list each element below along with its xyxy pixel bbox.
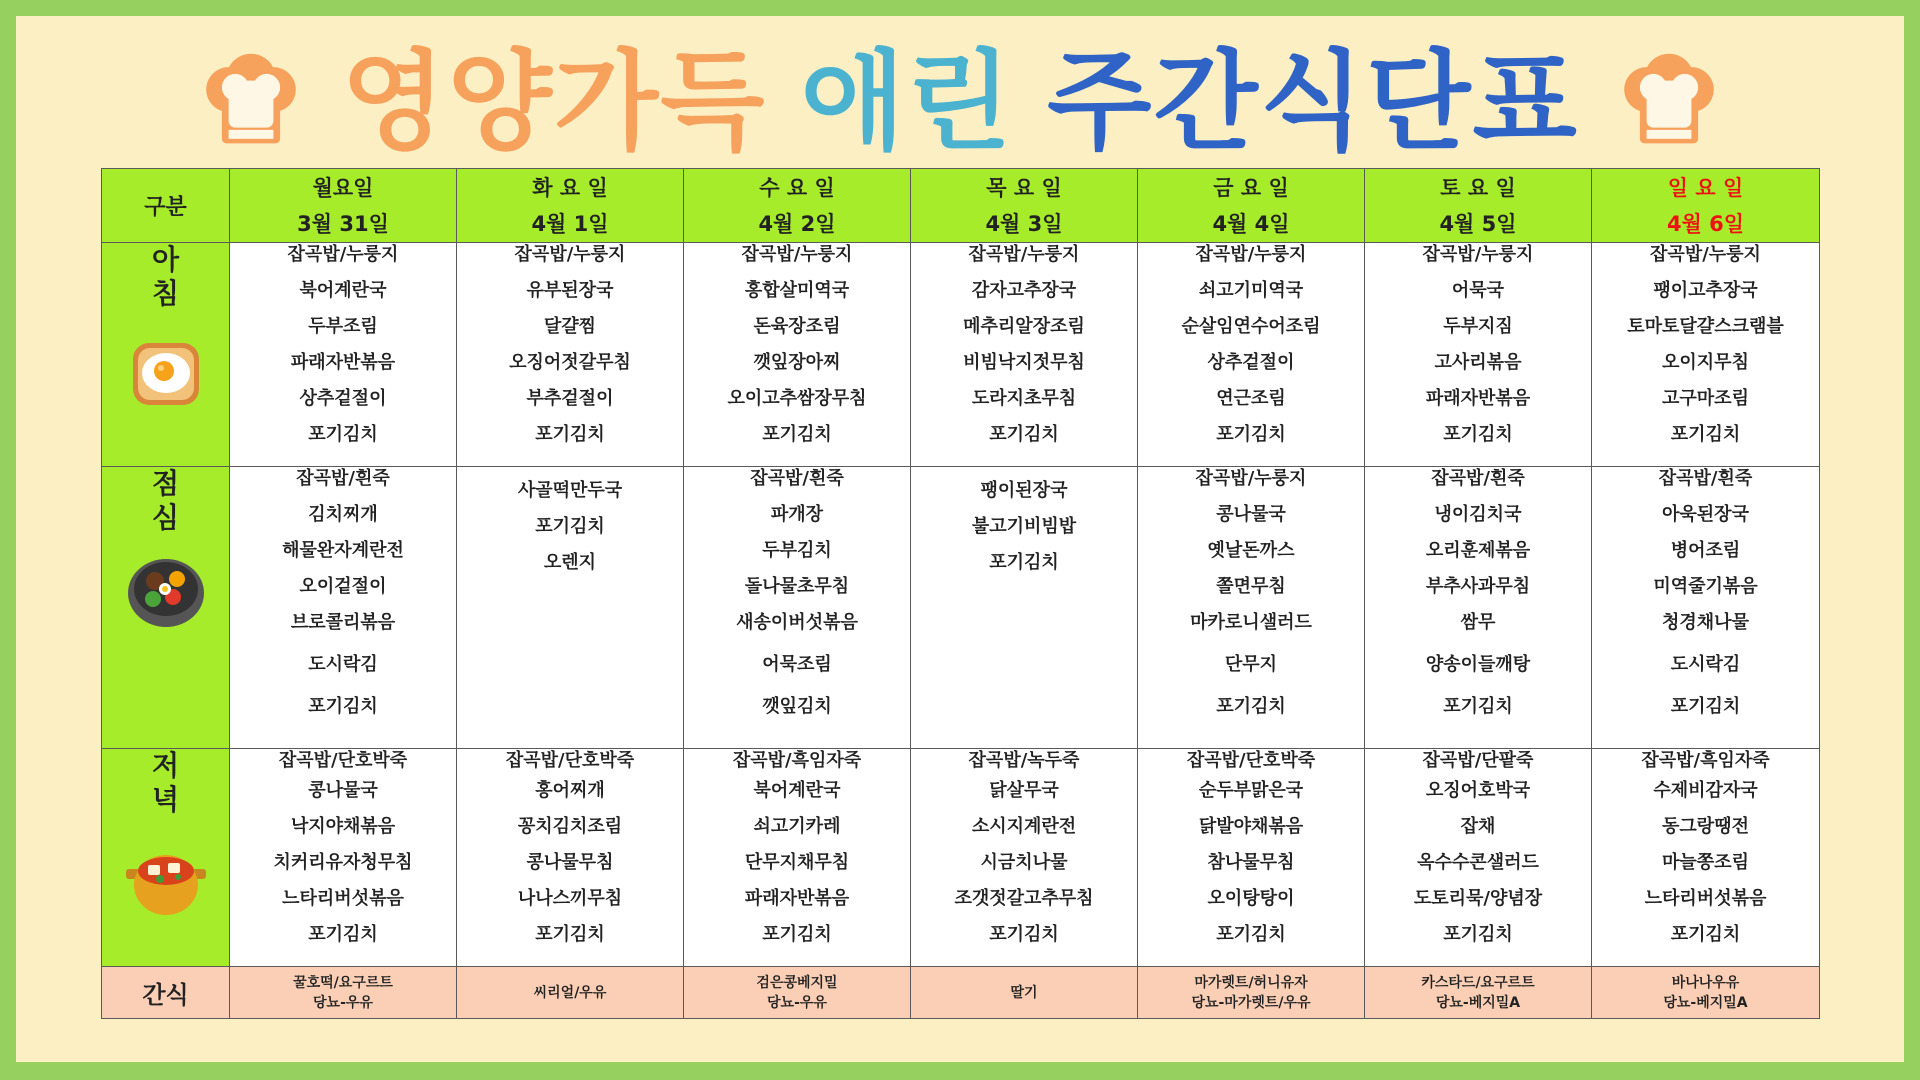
menu-item: 잡곡밥/단호박죽	[505, 750, 635, 771]
title-part-2: 애린	[800, 40, 1014, 165]
menu-item: 쇠고기카레	[753, 816, 841, 837]
menu-item: 시금치나물	[980, 852, 1068, 873]
menu-item: 냉이김치국	[1434, 504, 1522, 525]
snack-item: 당뇨-우유	[767, 994, 827, 1011]
header-row	[102, 169, 1820, 243]
menu-item: 옥수수콘샐러드	[1417, 852, 1539, 873]
snack-label-cell	[102, 967, 230, 1019]
menu-item: 유부된장국	[526, 280, 614, 301]
gubun-cell	[102, 169, 230, 243]
menu-item: 포기김치	[1670, 924, 1741, 945]
day-name: 금 요 일	[1213, 175, 1289, 200]
menu-item: 잡곡밥/누룽지	[287, 244, 399, 265]
menu-item: 병어조림	[1670, 540, 1741, 561]
menu-item: 잡곡밥/누룽지	[1422, 244, 1534, 265]
menu-item: 꽁치김치조림	[517, 816, 623, 837]
menu-item: 오이탕탕이	[1207, 888, 1295, 909]
menu-item: 나나스끼무침	[517, 888, 623, 909]
menu-item: 해물완자계란전	[282, 540, 404, 561]
day-header	[911, 169, 1138, 243]
menu-item: 어묵조림	[762, 654, 832, 675]
menu-item: 포기김치	[535, 924, 605, 945]
snack-cell	[911, 967, 1138, 1019]
breakfast-label-cell	[102, 243, 230, 467]
menu-item: 고사리볶음	[1434, 352, 1522, 373]
menu-item: 오이겉절이	[299, 576, 387, 597]
snack-cell	[457, 967, 684, 1019]
menu-item: 사골떡만두국	[517, 480, 623, 501]
menu-item: 포기김치	[1443, 924, 1513, 945]
menu-item: 팽이된장국	[980, 480, 1068, 501]
dinner-cell	[1365, 749, 1592, 967]
snack-cell	[1365, 967, 1592, 1019]
snack-item: 꿀호떡/요구르트	[293, 974, 393, 991]
dinner-row	[102, 749, 1820, 967]
bibimbap-bowl-icon	[125, 553, 207, 631]
menu-item: 돌나물초무침	[744, 576, 850, 597]
menu-item: 오이지무침	[1662, 352, 1749, 373]
snack-item: 당뇨-우유	[313, 994, 373, 1011]
day-date: 4월 1일	[531, 211, 609, 236]
dinner-cell	[1138, 749, 1365, 967]
day-date: 4월 5일	[1439, 211, 1517, 236]
menu-item: 잡곡밥/흰죽	[1431, 468, 1525, 489]
meal-label: 아	[151, 243, 180, 276]
menu-item: 청경채나물	[1662, 612, 1749, 633]
menu-item: 소시지계란전	[971, 816, 1077, 837]
day-header	[457, 169, 684, 243]
chef-hat-icon	[195, 47, 307, 159]
title-part-3: 주간식단표	[1047, 40, 1579, 165]
menu-item: 마카로니샐러드	[1190, 612, 1312, 633]
breakfast-cell	[684, 243, 911, 467]
menu-item: 토마토달걀스크램블	[1627, 316, 1784, 337]
snack-cell	[684, 967, 911, 1019]
menu-item: 포기김치	[762, 924, 832, 945]
snack-row	[102, 967, 1820, 1019]
menu-item: 잡곡밥/단팥죽	[1422, 750, 1534, 771]
menu-item: 잡곡밥/녹두죽	[968, 750, 1080, 771]
day-name: 일 요 일	[1667, 175, 1744, 200]
dinner-cell	[457, 749, 684, 967]
day-name: 화 요 일	[532, 175, 608, 200]
menu-item: 잡곡밥/누룽지	[1195, 244, 1307, 265]
menu-item: 파래자반볶음	[290, 352, 396, 373]
menu-item: 북어계란국	[753, 780, 841, 801]
menu-item: 잡곡밥/누룽지	[741, 244, 853, 265]
day-name: 목 요 일	[986, 175, 1062, 200]
menu-item: 잡곡밥/누룽지	[1650, 244, 1761, 265]
menu-item: 포기김치	[1670, 424, 1741, 445]
menu-item: 새송이버섯볶음	[736, 612, 858, 633]
lunch-cell	[684, 467, 911, 749]
menu-item: 오징어호박국	[1425, 780, 1531, 801]
meal-label: 저	[151, 749, 180, 782]
menu-item: 파래자반볶음	[1425, 388, 1531, 409]
menu-item: 단무지채무침	[744, 852, 850, 873]
menu-item: 오징어젓갈무침	[509, 352, 631, 373]
lunch-label-cell	[102, 467, 230, 749]
snack-item: 당뇨-베지밀A	[1435, 994, 1521, 1011]
menu-item: 파래자반볶음	[744, 888, 850, 909]
menu-item: 잡곡밥/누룽지	[514, 244, 626, 265]
menu-item: 오이고추쌈장무침	[727, 388, 867, 409]
menu-item: 닭발야채볶음	[1198, 816, 1304, 837]
menu-item: 깻잎장아찌	[753, 352, 841, 373]
snack-cell	[1138, 967, 1365, 1019]
day-name: 월요일	[312, 175, 374, 200]
menu-item: 상추겉절이	[299, 388, 387, 409]
menu-item: 감자고추장국	[971, 280, 1077, 301]
gubun-label: 구분	[144, 195, 187, 220]
menu-item: 동그랑땡전	[1662, 816, 1749, 837]
breakfast-cell	[1592, 243, 1820, 467]
lunch-cell	[230, 467, 457, 749]
menu-item: 잡곡밥/흰죽	[1658, 468, 1753, 489]
menu-item: 조갯젓갈고추무침	[954, 888, 1094, 909]
lunch-cell	[1138, 467, 1365, 749]
snack-cell	[230, 967, 457, 1019]
menu-item: 양송이들깨탕	[1425, 654, 1531, 675]
menu-item: 잡채	[1460, 816, 1496, 837]
dinner-cell	[1592, 749, 1820, 967]
menu-item: 파개장	[770, 504, 824, 525]
menu-item: 오리훈제볶음	[1425, 540, 1531, 561]
menu-item: 두부조림	[308, 316, 378, 337]
menu-item: 어묵국	[1451, 280, 1505, 301]
menu-item: 김치찌개	[308, 504, 378, 525]
day-name: 토 요 일	[1440, 175, 1516, 200]
menu-item: 포기김치	[308, 696, 378, 717]
menu-item: 잡곡밥/누룽지	[968, 244, 1080, 265]
menu-item: 포기김치	[1216, 696, 1286, 717]
lunch-cell	[911, 467, 1138, 749]
menu-item: 순두부맑은국	[1198, 780, 1304, 801]
menu-item: 부추겉절이	[526, 388, 614, 409]
menu-item: 도토리묵/양념장	[1413, 888, 1543, 909]
lunch-row	[102, 467, 1820, 749]
breakfast-cell	[1138, 243, 1365, 467]
menu-item: 오렌지	[543, 552, 597, 573]
snack-cell	[1592, 967, 1820, 1019]
menu-item: 북어계란국	[299, 280, 387, 301]
menu-item: 홍합살미역국	[744, 280, 850, 301]
menu-item: 도시락김	[1670, 654, 1741, 675]
menu-item: 브로콜리볶음	[290, 612, 396, 633]
meal-label: 심	[151, 501, 180, 534]
snack-item: 씨리얼/우유	[533, 984, 607, 1001]
snack-item: 당뇨-베지밀A	[1663, 994, 1748, 1011]
day-date: 4월 6일	[1666, 211, 1745, 236]
menu-item: 상추겉절이	[1207, 352, 1295, 373]
menu-item: 쫄면무침	[1216, 576, 1286, 597]
day-header	[1138, 169, 1365, 243]
breakfast-cell	[457, 243, 684, 467]
menu-item: 도시락김	[308, 654, 378, 675]
menu-item: 홍어찌개	[535, 780, 605, 801]
menu-item: 고구마조림	[1662, 388, 1749, 409]
menu-item: 포기김치	[308, 424, 378, 445]
menu-item: 순살임연수어조림	[1181, 316, 1321, 337]
menu-item: 포기김치	[989, 424, 1059, 445]
day-name: 수 요 일	[759, 175, 835, 200]
snack-item: 카스타드/요구르트	[1421, 974, 1535, 991]
menu-item: 도라지초무침	[971, 388, 1077, 409]
menu-item: 메추리알장조림	[963, 316, 1085, 337]
menu-item: 느타리버섯볶음	[1644, 888, 1767, 909]
breakfast-cell	[230, 243, 457, 467]
menu-item: 포기김치	[1443, 696, 1513, 717]
menu-item: 낙지야채볶음	[290, 816, 396, 837]
menu-item: 포기김치	[762, 424, 832, 445]
day-header	[230, 169, 457, 243]
menu-item: 포기김치	[1443, 424, 1513, 445]
menu-item: 콩나물국	[308, 780, 378, 801]
meal-label: 녁	[151, 783, 180, 816]
dinner-cell	[230, 749, 457, 967]
dinner-cell	[911, 749, 1138, 967]
menu-item: 쌈무	[1460, 612, 1496, 633]
lunch-cell	[457, 467, 684, 749]
menu-item: 느타리버섯볶음	[282, 888, 404, 909]
menu-item: 비빔낙지젓무침	[963, 352, 1085, 373]
breakfast-cell	[1365, 243, 1592, 467]
day-header	[684, 169, 911, 243]
snack-item: 검은콩베지밀	[756, 974, 838, 991]
breakfast-cell	[911, 243, 1138, 467]
breakfast-row	[102, 243, 1820, 467]
day-date: 4월 4일	[1212, 211, 1290, 236]
menu-board	[16, 16, 1904, 1062]
menu-item: 잡곡밥/흑임자죽	[1641, 750, 1770, 771]
fried-egg-toast-icon	[127, 329, 205, 409]
menu-item: 닭살무국	[989, 780, 1059, 801]
menu-item: 두부김치	[762, 540, 832, 561]
menu-item: 미역줄기볶음	[1653, 576, 1758, 597]
menu-item: 부추사과무침	[1425, 576, 1531, 597]
day-date: 3월 31일	[297, 211, 389, 236]
menu-item: 아욱된장국	[1662, 504, 1749, 525]
menu-item: 잡곡밥/단호박죽	[278, 750, 408, 771]
menu-item: 깻잎김치	[762, 696, 832, 717]
snack-label: 간식	[142, 981, 189, 1009]
meal-label: 점	[151, 467, 180, 500]
menu-item: 옛날돈까스	[1207, 540, 1295, 561]
dinner-cell	[684, 749, 911, 967]
menu-item: 포기김치	[1216, 424, 1286, 445]
menu-item: 잡곡밥/흰죽	[750, 468, 844, 489]
menu-item: 포기김치	[308, 924, 378, 945]
dinner-label-cell	[102, 749, 230, 967]
menu-item: 참나물무침	[1207, 852, 1295, 873]
menu-item: 포기김치	[535, 516, 605, 537]
menu-item: 불고기비빔밥	[971, 516, 1077, 537]
day-date: 4월 2일	[758, 211, 836, 236]
menu-item: 돈육장조림	[753, 316, 841, 337]
stew-pot-icon	[124, 835, 208, 919]
menu-item: 연근조림	[1216, 388, 1286, 409]
menu-item: 잡곡밥/흑임자죽	[732, 750, 862, 771]
menu-item: 마늘쫑조림	[1662, 852, 1749, 873]
menu-item: 달걀찜	[543, 316, 597, 337]
lunch-cell	[1365, 467, 1592, 749]
menu-item: 포기김치	[989, 552, 1059, 573]
menu-item: 콩나물국	[1216, 504, 1286, 525]
day-header	[1592, 169, 1820, 243]
day-header	[1365, 169, 1592, 243]
menu-item: 포기김치	[1216, 924, 1286, 945]
snack-item: 당뇨-마가렛트/우유	[1191, 994, 1311, 1011]
menu-item: 쇠고기미역국	[1198, 280, 1304, 301]
menu-item: 잡곡밥/흰죽	[296, 468, 390, 489]
snack-item: 마가렛트/허니유자	[1194, 974, 1308, 991]
snack-item: 바나나우유	[1671, 974, 1740, 991]
menu-item: 포기김치	[535, 424, 605, 445]
menu-item: 잡곡밥/단호박죽	[1186, 750, 1316, 771]
chef-hat-icon	[1613, 47, 1725, 159]
menu-item: 단무지	[1224, 654, 1278, 675]
menu-item: 콩나물무침	[526, 852, 614, 873]
day-date: 4월 3일	[985, 211, 1063, 236]
lunch-cell	[1592, 467, 1820, 749]
menu-item: 잡곡밥/누룽지	[1195, 468, 1307, 489]
snack-item: 딸기	[1010, 984, 1038, 1001]
menu-item: 수제비감자국	[1653, 780, 1758, 801]
menu-item: 포기김치	[1670, 696, 1741, 717]
menu-item: 두부지짐	[1443, 316, 1513, 337]
title-part-1: 영양가득	[341, 40, 767, 165]
menu-item: 팽이고추장국	[1653, 280, 1758, 301]
menu-item: 치커리유자청무침	[273, 852, 413, 873]
title-row	[16, 38, 1904, 168]
meal-label: 침	[151, 277, 180, 310]
weekly-menu-table	[101, 168, 1820, 1019]
menu-item: 포기김치	[989, 924, 1059, 945]
